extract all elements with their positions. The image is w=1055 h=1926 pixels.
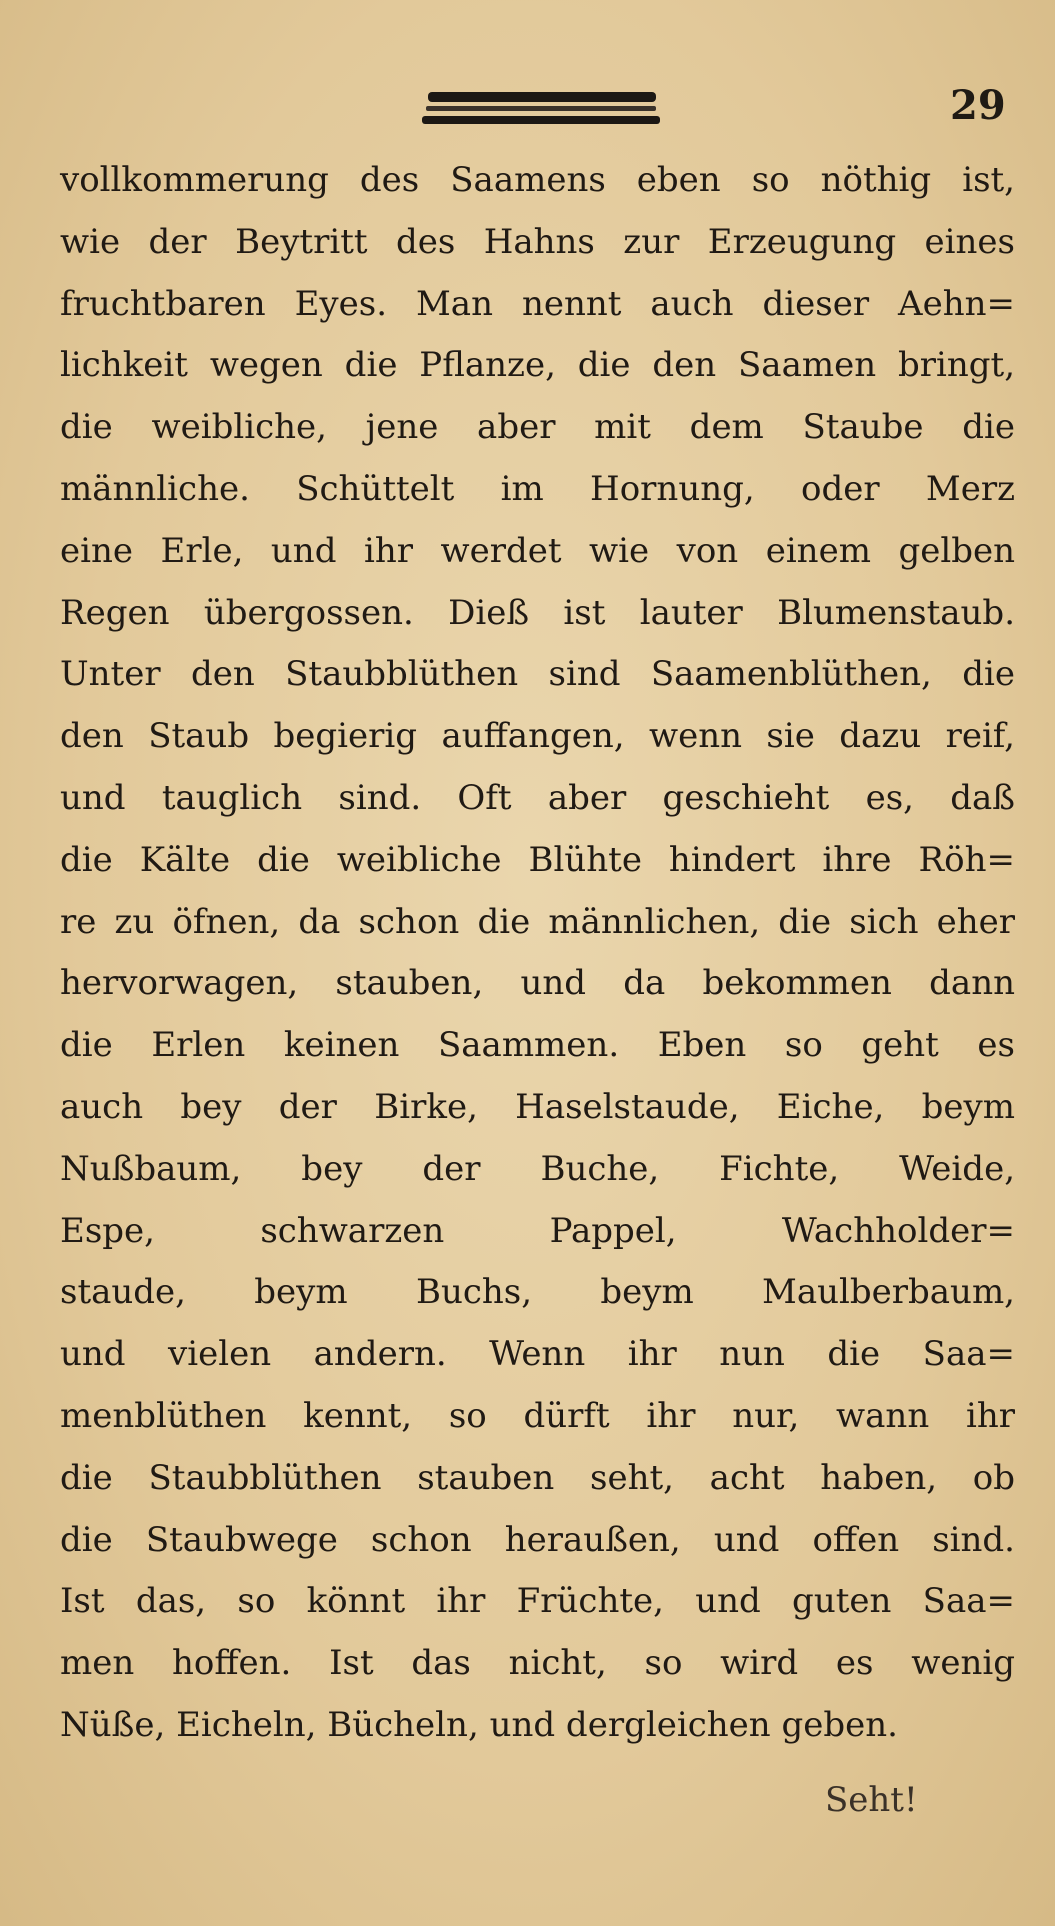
text-line: re zu öfnen, da schon die männlichen, die sich eher [60,901,1015,942]
text-line: Espe, schwarzen Pappel, Wachholder= [60,1210,1015,1251]
text-line: den Staub begierig auffangen, wenn sie dazu reif, [60,716,1015,757]
text-line: die weibliche, jene aber mit dem Staube die [60,407,1015,448]
ornament-bar-bottom [422,116,660,124]
text-line: die Staubblüthen stauben seht, acht haben, ob [60,1457,1015,1498]
header-ornament-rule [422,92,660,126]
text-line: Nüße, Eicheln, Bücheln, und dergleichen geben. [60,1704,898,1745]
text-line: die Staubwege schon heraußen, und offen sind. [60,1519,1015,1560]
text-line: menblüthen kennt, so dürft ihr nur, wann ihr [60,1395,1015,1436]
text-line: hervorwagen, stauben, und da bekommen dann [60,963,1015,1004]
text-line: Ist das, so könnt ihr Früchte, und guten Saa= [60,1581,1015,1622]
text-line: Nußbaum, bey der Buche, Fichte, Weide, [60,1148,1015,1189]
text-line: fruchtbaren Eyes. Man nennt auch dieser Aehn= [60,283,1015,324]
text-line: vollkommerung des Saamens eben so nöthig ist, [60,160,1015,200]
text-line: und vielen andern. Wenn ihr nun die Saa= [60,1334,1015,1375]
page-number: 29 [950,82,1006,129]
text-line: auch bey der Birke, Haselstaude, Eiche, beym [60,1086,1015,1127]
body-text [60,150,1015,1757]
text-line: Regen übergossen. Dieß ist lauter Blumenstaub. [60,592,1015,633]
text-line: die Erlen keinen Saammen. Eben so geht es [60,1025,1015,1066]
text-line: staude, beym Buchs, beym Maulberbaum, [60,1272,1015,1313]
ornament-bar-middle [426,106,656,111]
text-line: und tauglich sind. Oft aber geschieht es, daß [60,777,1015,818]
text-line: männliche. Schüttelt im Hornung, oder Merz [60,468,1015,509]
text-line: lichkeit wegen die Pflanze, die den Saamen bringt, [60,345,1015,386]
text-line: eine Erle, und ihr werdet wie von einem gelben [60,530,1015,571]
text-line: Unter den Staubblüthen sind Saamenblüthen, die [60,654,1015,695]
text-line: men hoffen. Ist das nicht, so wird es wenig [60,1643,1015,1684]
text-line: die Kälte die weibliche Blühte hindert ihre Röh= [60,839,1015,880]
catchword: Seht! [825,1780,918,1820]
ornament-bar-top [428,92,656,102]
text-line: wie der Beytritt des Hahns zur Erzeugung eines [60,221,1015,262]
